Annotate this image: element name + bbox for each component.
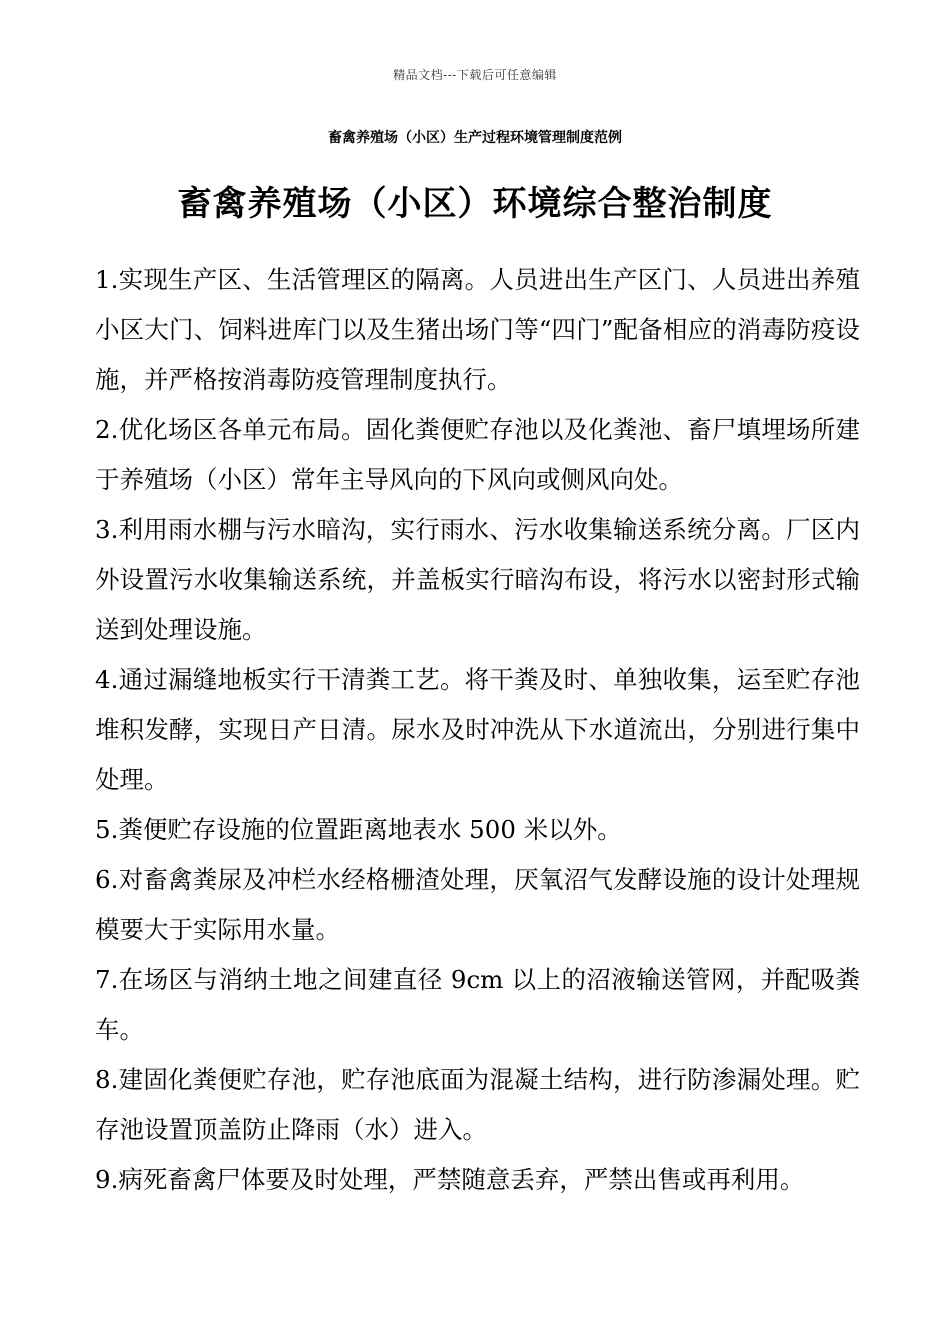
regulation-item-3: 3.利用雨水棚与污水暗沟，实行雨水、污水收集输送系统分离。厂区内外设置污水收集输送系统，并盖板实行暗沟布设，将污水以密封形式输送到处理设施。 [95, 515, 860, 644]
regulation-item-8: 8.建固化粪便贮存池，贮存池底面为混凝土结构，进行防渗漏处理。贮存池设置顶盖防止降雨（水）进入。 [95, 1065, 860, 1144]
regulation-item-6: 6.对畜禽粪尿及冲栏水经格栅渣处理，厌氧沼气发酵设施的设计处理规模要大于实际用水量。 [95, 865, 860, 944]
regulation-item-7: 7.在场区与消纳土地之间建直径 9cm 以上的沼液输送管网，并配吸粪车。 [95, 965, 860, 1044]
regulation-item-2: 2.优化场区各单元布局。固化粪便贮存池以及化粪池、畜尸填埋场所建于养殖场（小区）常年主导风向的下风向或侧风向处。 [95, 415, 860, 494]
regulation-item-1: 1.实现生产区、生活管理区的隔离。人员进出生产区门、人员进出养殖小区大门、饲料进库门以及生猪出场门等“四门”配备相应的消毒防疫设施，并严格按消毒防疫管理制度执行。 [95, 265, 860, 394]
header-note: 精品文档---下载后可任意编辑 [393, 68, 557, 82]
regulation-item-5: 5.粪便贮存设施的位置距离地表水 500 米以外。 [95, 815, 622, 844]
regulation-list [95, 255, 860, 1205]
regulation-item-9: 9.病死畜禽尸体要及时处理，严禁随意丢弃，严禁出售或再利用。 [95, 1165, 805, 1194]
document-title: 畜禽养殖场（小区）环境综合整治制度 [177, 184, 773, 224]
regulation-item-4: 4.通过漏缝地板实行干清粪工艺。将干粪及时、单独收集，运至贮存池堆积发酵，实现日产日清。尿水及时冲洗从下水道流出，分别进行集中处理。 [95, 665, 860, 794]
document-subtitle: 畜禽养殖场（小区）生产过程环境管理制度范例 [328, 130, 622, 146]
